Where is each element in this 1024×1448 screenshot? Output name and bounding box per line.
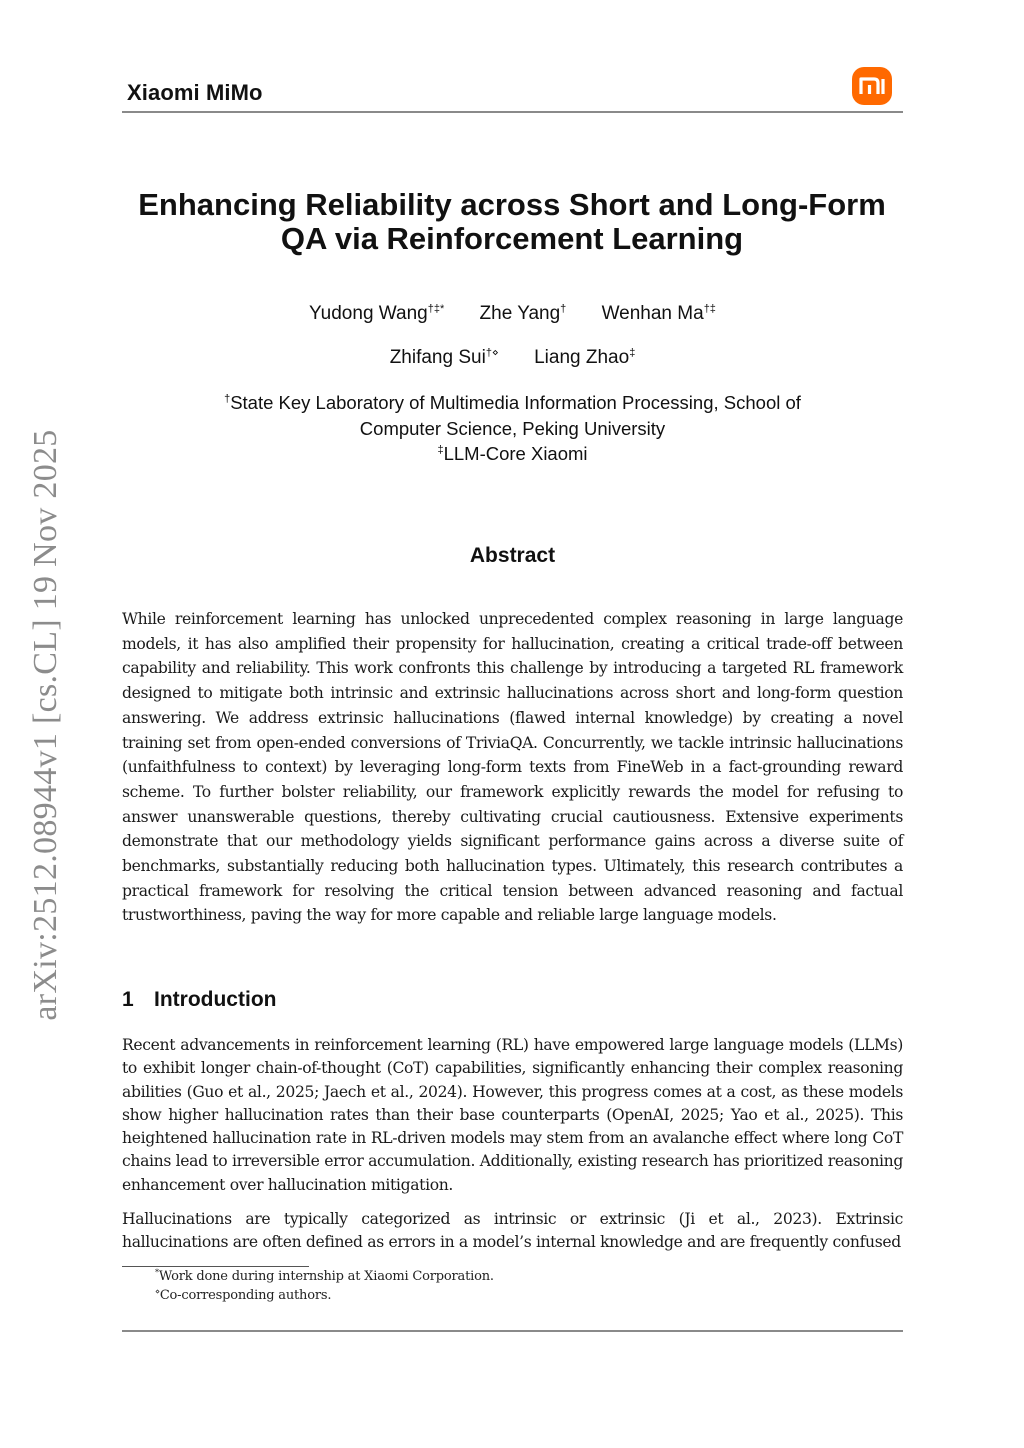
arxiv-identifier: arXiv:2512.08944v1 [cs.CL] 19 Nov 2025 <box>27 429 64 1021</box>
header-brand: Xiaomi MiMo <box>127 80 263 105</box>
footnote: *Work done during internship at Xiaomi Corporation. <box>155 1268 494 1284</box>
section-heading <box>122 988 276 1012</box>
author-list <box>122 303 903 325</box>
affiliation: ‡LLM-Core Xiaomi <box>437 443 588 464</box>
title-line: Enhancing Reliability across Short and Long-Form <box>138 187 886 222</box>
section-number: 1 <box>122 988 134 1011</box>
author: Zhifang Sui†⋄ <box>389 347 499 368</box>
xiaomi-logo-icon <box>852 67 892 105</box>
section-title: Introduction <box>154 988 277 1011</box>
paragraph: Recent advancements in reinforcement learning (RL) have empowered large language models (LLMs) to exhibit longer chain-of-thought (CoT) capabilities, significantly enhancing their complex reasoning abilities (Guo et al., 2025; Jaech et al., 2024). However, this progress comes at a cost, as these models show higher hallucination rates than their base counterparts (OpenAI, 2025; Yao et al., 2025). This heightened hallucination rate in RL-driven models may stem from an avalanche effect where long CoT chains lead to irreversible error accumulation. Additionally, existing research has prioritized reasoning enhancement over hallucination mitigation. <box>122 1036 903 1194</box>
header-rule <box>122 111 903 113</box>
affiliation: Computer Science, Peking University <box>359 417 666 439</box>
author: Yudong Wang†‡* <box>309 303 445 324</box>
author: Wenhan Ma†‡ <box>601 303 716 324</box>
title-line: QA via Reinforcement Learning <box>280 221 744 256</box>
affiliation: †State Key Laboratory of Multimedia Information Processing, School of <box>224 392 801 413</box>
paper-title <box>110 188 914 256</box>
author-list <box>122 347 903 369</box>
footnote: ⋄Co-corresponding authors. <box>155 1287 332 1303</box>
affiliations <box>122 390 903 467</box>
footnote-rule <box>122 1266 309 1267</box>
footer-rule <box>122 1330 903 1332</box>
author: Zhe Yang† <box>479 303 567 324</box>
paragraph: Hallucinations are typically categorized as intrinsic or extrinsic (Ji et al., 2023). Extrinsic hallucinations are often defined as errors in a model’s internal knowledge and are frequently confused <box>122 1210 903 1252</box>
author: Liang Zhao‡ <box>534 347 636 368</box>
abstract-text: While reinforcement learning has unlocked unprecedented complex reasoning in large language models, it has also amplified their propensity for hallucination, creating a critical trade-off between capability and reliability. This work confronts this challenge by introducing a targeted RL framework designed to mitigate both intrinsic and extrinsic hallucinations across short and long-form question answering. We address extrinsic hallucinations (flawed internal knowledge) by creating a novel training set from open-ended conversions of TriviaQA. Concurrently, we tackle intrinsic hallucinations (unfaithfulness to context) by leveraging long-form texts from FineWeb in a fact-grounding reward scheme. To further bolster reliability, our framework explicitly rewards the model for refusing to answer unanswerable questions, thereby cultivating crucial cautiousness. Extensive experiments demonstrate that our methodology yields significant performance gains across a diverse suite of benchmarks, substantially reducing both hallucination types. Ultimately, this research contributes a practical framework for resolving the critical tension between advanced reasoning and factual trustworthiness, paving the way for more capable and reliable large language models. <box>122 610 903 925</box>
abstract-heading: Abstract <box>469 544 556 567</box>
